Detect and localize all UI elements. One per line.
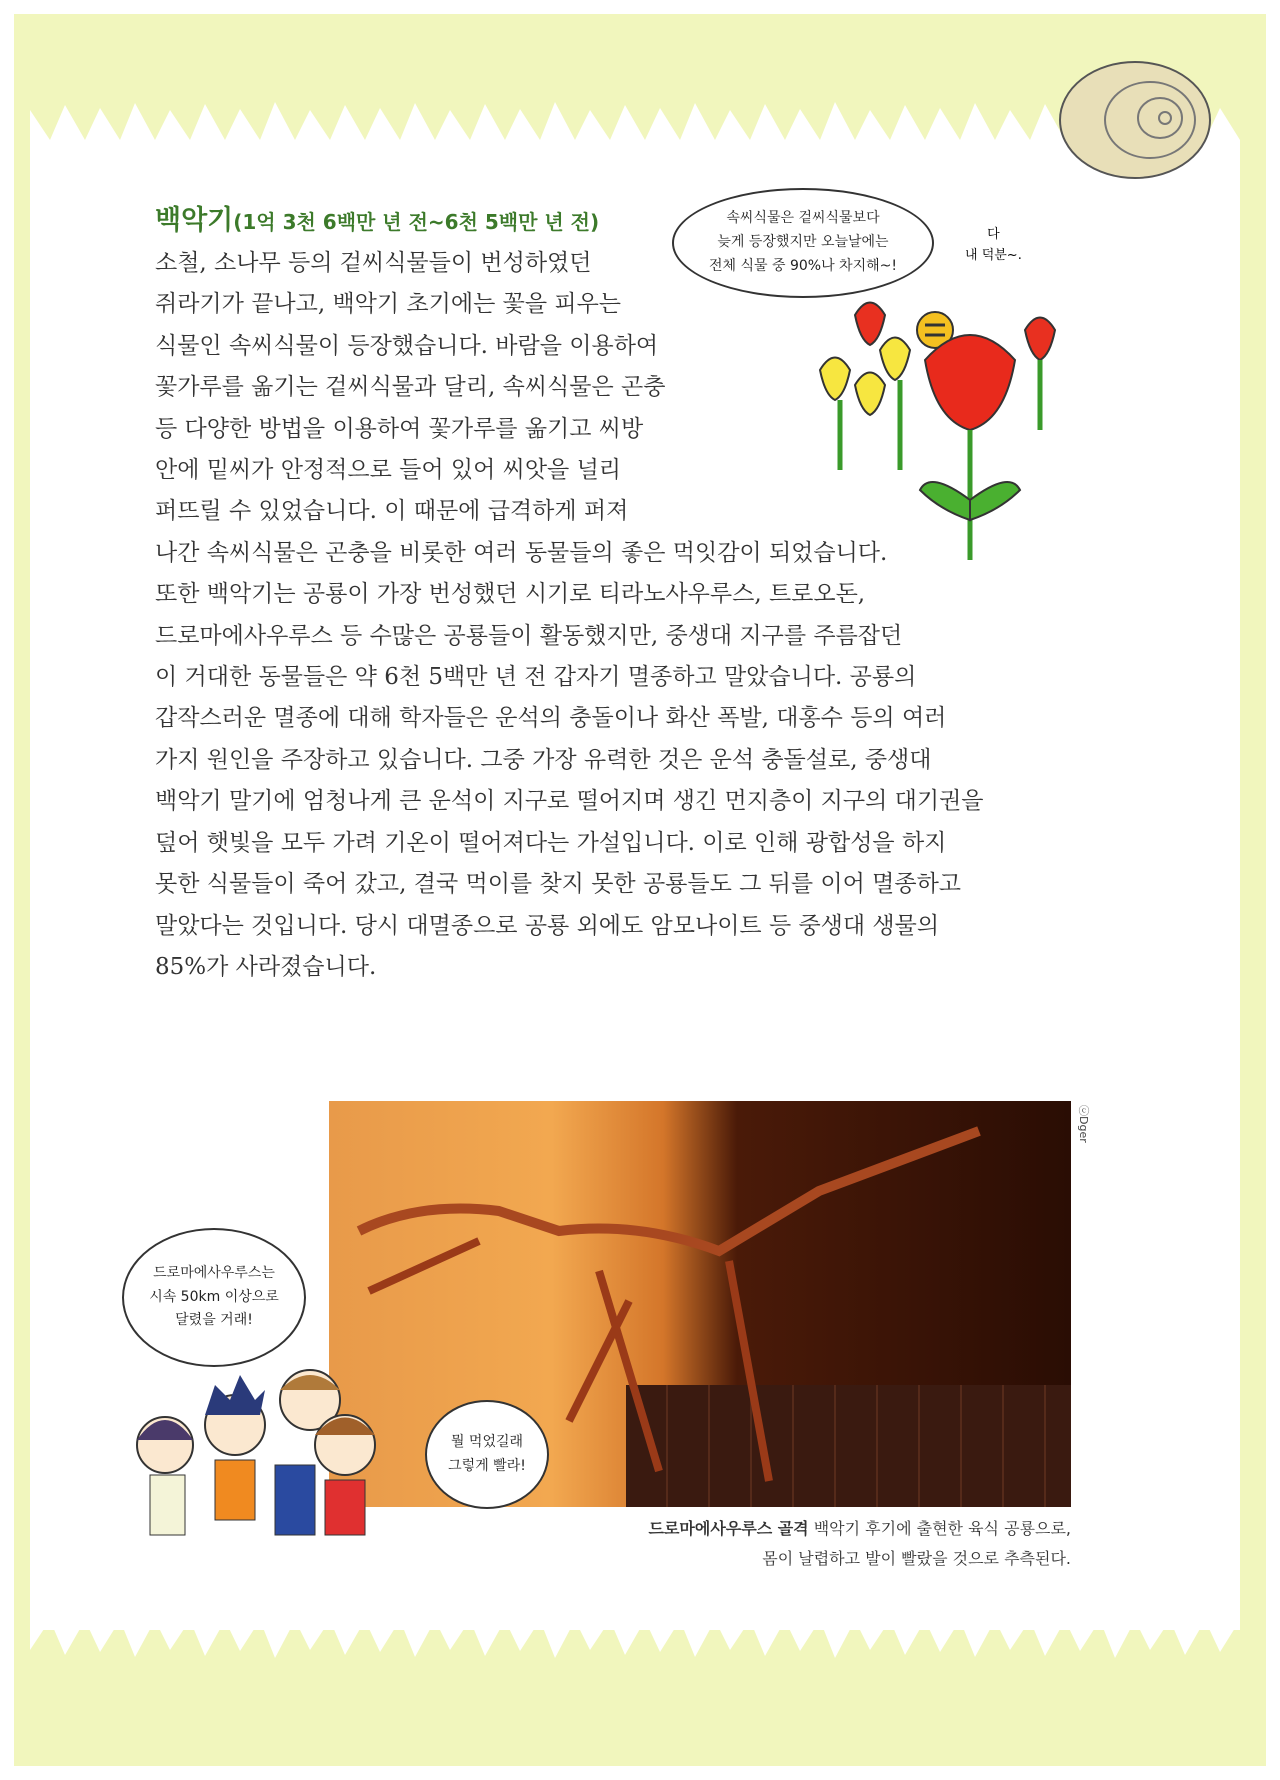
bubble-line: 내 덕분~. [965,247,1022,263]
scared-kids-cartoon [125,1345,420,1575]
bubble-line: 달렸을 거래! [175,1312,253,1329]
bee-speech [965,225,1022,267]
caption-title: 드로마에사우루스 골격 [648,1519,809,1538]
photo-caption [649,1514,1072,1574]
bubble-line: 시속 50km 이상으로 [149,1288,279,1305]
body-line: 말았다는 것입니다. 당시 대멸종으로 공룡 외에도 암모나이트 등 중생대 생물의 [155,912,940,939]
bubble-line: 그렇게 빨라! [448,1457,526,1474]
ammonite-illustration [1055,58,1215,183]
heading-title: 백악기 [155,205,234,236]
body-line: 식물인 속씨식물이 등장했습니다. 바람을 이용하여 [155,332,659,359]
bubble-line: 전체 식물 중 90%나 차지해~! [709,257,897,274]
body-line: 등 다양한 방법을 이용하여 꽃가루를 옮기고 씨방 [155,415,644,442]
bubble-line: 속씨식물은 겉씨식물보다 [726,210,880,227]
body-line: 소철, 소나무 등의 겉씨식물들이 번성하였던 [155,250,592,276]
bubble-line: 드로마에사우루스는 [153,1264,275,1281]
body-line: 퍼뜨릴 수 있었습니다. 이 때문에 급격하게 퍼져 [155,498,629,525]
body-line: 이 거대한 동물들은 약 6천 5백만 년 전 갑자기 멸종하고 말았습니다. 공룡의 [155,664,917,691]
heading-period: (1억 3천 6백만 년 전~6천 5백만 년 전) [233,210,600,234]
caption-line-2: 몸이 날렵하고 발이 빨랐을 것으로 추측된다. [762,1549,1071,1568]
kids-speech-bubble-right [425,1400,549,1509]
body-line: 덮어 햇빛을 모두 가려 기온이 떨어져다는 가설입니다. 이로 인해 광합성을 하지 [155,829,947,856]
body-line: 백악기 말기에 엄청나게 큰 운석이 지구로 떨어지며 생긴 먼지층이 지구의 대기권을 [155,788,984,815]
tulips-and-bee-illustration [800,290,1080,590]
body-line: 꽃가루를 옮기는 겉씨식물과 달리, 속씨식물은 곤충 [155,374,666,401]
body-line: 못한 식물들이 죽어 갔고, 결국 먹이를 찾지 못한 공룡들도 그 뒤를 이어 멸종하고 [155,871,962,898]
body-line: 드로마에사우루스 등 수많은 공룡들이 활동했지만, 중생대 지구를 주름잡던 [155,622,903,649]
body-line: 갑작스러운 멸종에 대해 학자들은 운석의 충돌이나 화산 폭발, 대홍수 등의 여러 [155,705,947,732]
body-line: 또한 백악기는 공룡이 가장 번성했던 시기로 티라노사우루스, 트로오돈, [155,581,866,608]
body-line: 85%가 사라졌습니다. [155,953,377,980]
bubble-line: 늦게 등장했지만 오늘날에는 [717,234,889,251]
body-line: 쥐라기가 끝나고, 백악기 초기에는 꽃을 피우는 [155,291,622,318]
flower-speech-bubble [672,188,934,298]
caption-line-1: 백악기 후기에 출현한 육식 공룡으로, [808,1519,1071,1538]
photo-credit: ⓒDger [1077,1105,1090,1143]
zigzag-bottom-edge [30,1620,1240,1660]
bubble-line: 뭘 먹었길래 [450,1433,524,1450]
body-line: 가지 원인을 주장하고 있습니다. 그중 가장 유력한 것은 운석 충돌설로, 중생대 [155,746,932,773]
bubble-line: 다 [987,227,1000,242]
body-line: 안에 밑씨가 안정적으로 들어 있어 씨앗을 널리 [155,457,622,484]
body-line: 나간 속씨식물은 곤충을 비롯한 여러 동물들의 좋은 먹잇감이 되었습니다. [155,539,888,566]
section-heading [155,198,599,237]
